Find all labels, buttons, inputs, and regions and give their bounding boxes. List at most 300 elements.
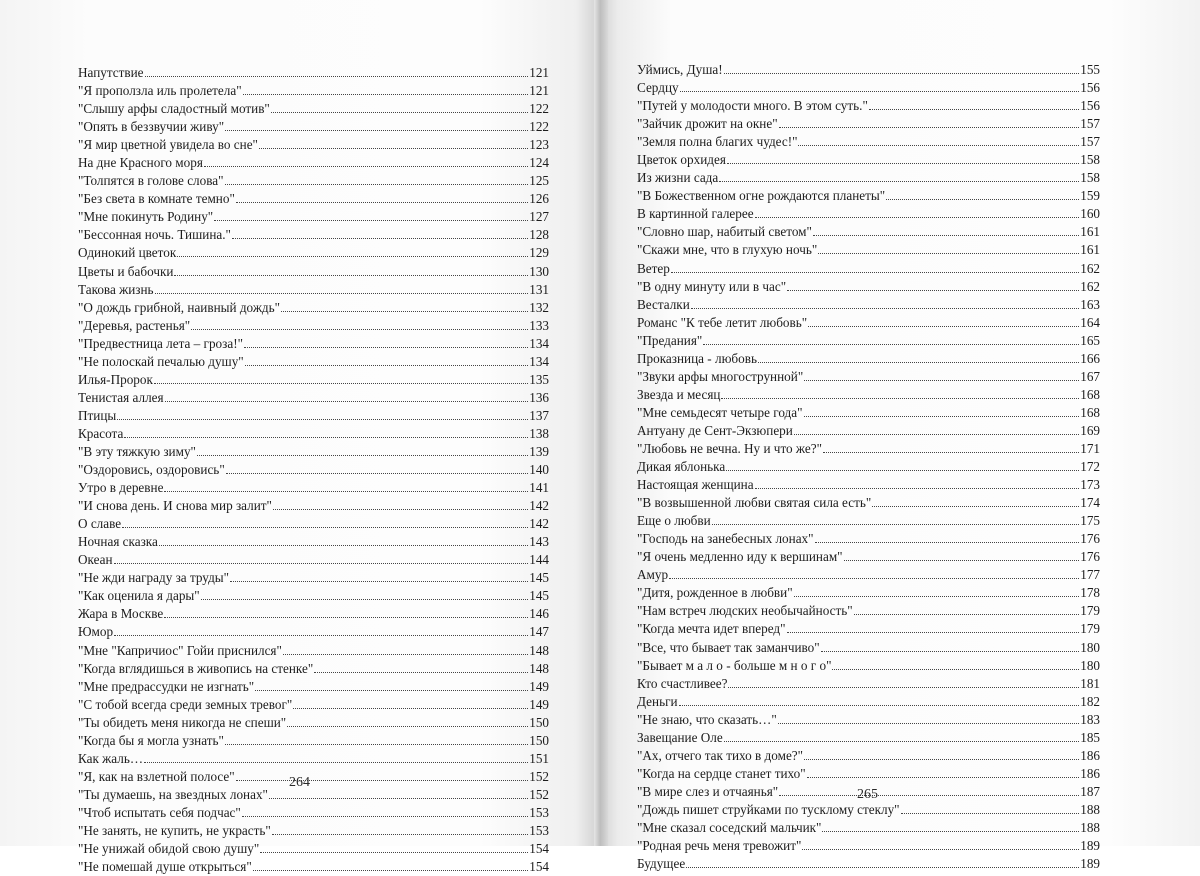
toc-entry-page: 160 <box>1080 206 1100 222</box>
toc-entry-page: 152 <box>529 786 549 802</box>
toc-leader-dots <box>243 93 529 95</box>
toc-leader-dots <box>253 869 528 871</box>
toc-entry-page: 155 <box>1080 62 1100 77</box>
toc-entry-page: 146 <box>529 606 549 622</box>
toc-entry-title: "Когда вглядишься в живопись на стенке" <box>78 660 314 676</box>
toc-entry <box>637 260 1100 278</box>
toc-entry <box>637 314 1100 332</box>
toc-entry <box>78 100 549 118</box>
toc-leader-dots <box>679 704 1080 706</box>
toc-leader-dots <box>869 108 1079 110</box>
toc-leader-dots <box>686 866 1079 868</box>
toc-entry-title: Илья-Пророк <box>78 371 153 387</box>
toc-entry-page: 154 <box>529 859 549 875</box>
toc-entry <box>78 299 549 317</box>
toc-entry <box>637 404 1100 422</box>
toc-entry-page: 180 <box>1080 657 1100 673</box>
toc-entry-title: На дне Красного моря <box>78 155 203 171</box>
toc-leader-dots <box>807 776 1080 778</box>
toc-entry <box>637 602 1100 620</box>
toc-entry-page: 165 <box>1080 332 1100 348</box>
toc-entry-title: Цветок орхидея <box>637 152 726 168</box>
toc-entry-title: Птицы <box>78 407 117 423</box>
toc-entry-page: 163 <box>1080 296 1100 312</box>
toc-leader-dots <box>191 328 528 330</box>
toc-leader-dots <box>159 544 528 546</box>
toc-entry-page: 150 <box>529 714 549 730</box>
toc-entry <box>78 82 549 100</box>
toc-entry-title: "В Божественном огне рождаются планеты" <box>637 188 886 204</box>
toc-leader-dots <box>802 848 1079 850</box>
toc-entry <box>637 332 1100 350</box>
toc-leader-dots <box>271 111 528 113</box>
toc-entry-page: 151 <box>529 750 549 766</box>
toc-entry <box>78 461 549 479</box>
toc-entry-page: 182 <box>1080 693 1100 709</box>
toc-entry-title: "Не жди награду за труды" <box>78 570 230 586</box>
toc-entry-title: Жара в Москве <box>78 606 164 622</box>
toc-entry <box>637 187 1100 205</box>
toc-entry-title: "Нам встреч людских необычайность" <box>637 603 853 619</box>
toc-entry-title: "Бывает м а л о - больше м н о г о" <box>637 657 832 673</box>
toc-entry-title: Одинокий цветок <box>78 245 177 261</box>
toc-entry-title: "Я, как на взлетной полосе" <box>78 768 235 784</box>
toc-leader-dots <box>844 559 1080 561</box>
toc-entry-title: "Мне сказал соседский мальчик" <box>637 819 822 835</box>
toc-entry-title: О славе <box>78 516 122 532</box>
toc-leader-dots <box>724 740 1080 742</box>
toc-leader-dots <box>114 562 529 564</box>
toc-leader-dots <box>728 686 1079 688</box>
toc-entry-title: "Дитя, рожденное в любви" <box>637 585 793 601</box>
toc-leader-dots <box>813 234 1079 236</box>
toc-leader-dots <box>245 364 529 366</box>
toc-entry-title: Кто счастливее? <box>637 675 728 691</box>
toc-leader-dots <box>822 830 1079 832</box>
toc-entry <box>637 151 1100 169</box>
toc-leader-dots <box>779 794 1079 796</box>
toc-entry <box>637 494 1100 512</box>
toc-leader-dots <box>804 415 1080 417</box>
toc-entry-page: 137 <box>529 407 549 423</box>
toc-entry <box>78 244 549 262</box>
toc-entry <box>78 696 549 714</box>
toc-entry-page: 150 <box>529 732 549 748</box>
toc-entry <box>637 584 1100 602</box>
toc-leader-dots <box>204 165 528 167</box>
toc-entry <box>78 858 549 876</box>
toc-leader-dots <box>255 689 528 691</box>
toc-leader-dots <box>174 274 528 276</box>
toc-entry <box>78 605 549 623</box>
toc-entry-page: 154 <box>529 841 549 857</box>
toc-leader-dots <box>798 144 1079 146</box>
toc-entry-title: Амур <box>637 567 669 583</box>
toc-entry <box>637 241 1100 259</box>
toc-entry-title: Звезда и месяц <box>637 386 721 402</box>
toc-leader-dots <box>165 400 529 402</box>
toc-entry-title: "Словно шар, набитый светом" <box>637 224 812 240</box>
toc-entry-page: 158 <box>1080 152 1100 168</box>
toc-leader-dots <box>691 307 1079 309</box>
toc-leader-dots <box>155 292 529 294</box>
toc-entry-title: "Чтоб испытать себя подчас" <box>78 804 241 820</box>
toc-entry-title: "Не знаю, что сказать…" <box>637 711 777 727</box>
toc-entry-title: Деньги <box>637 693 678 709</box>
toc-entry <box>637 368 1100 386</box>
toc-entry-title: Настоящая женщина <box>637 477 754 493</box>
toc-entry-page: 189 <box>1080 838 1100 854</box>
toc-leader-dots <box>821 650 1080 652</box>
toc-entry-page: 140 <box>529 462 549 478</box>
toc-leader-dots <box>244 346 528 348</box>
toc-entry <box>637 440 1100 458</box>
toc-entry <box>78 569 549 587</box>
toc-entry-page: 161 <box>1080 242 1100 258</box>
toc-leader-dots <box>145 75 529 77</box>
toc-entry-title: "Как оценила я дары" <box>78 588 200 604</box>
toc-entry <box>637 169 1100 187</box>
toc-entry <box>637 296 1100 314</box>
toc-entry <box>78 443 549 461</box>
toc-entry <box>637 548 1100 566</box>
toc-entry-page: 121 <box>529 65 549 80</box>
toc-entry-title: "Скажи мне, что в глухую ночь" <box>637 242 818 258</box>
toc-entry <box>78 190 549 208</box>
toc-leader-dots <box>273 508 528 510</box>
toc-entry <box>637 278 1100 296</box>
toc-entry-title: Как жаль… <box>78 750 144 766</box>
toc-entry-page: 187 <box>1080 783 1100 799</box>
toc-entry-title: Юмор <box>78 624 114 640</box>
toc-entry-title: "Ты думаешь, на звездных лонах" <box>78 786 268 802</box>
toc-entry-title: Утро в деревне <box>78 480 164 496</box>
toc-entry-page: 156 <box>1080 80 1100 96</box>
toc-leader-dots <box>232 237 528 239</box>
toc-leader-dots <box>755 216 1080 218</box>
toc-entry-title: "Не помешай душе открыться" <box>78 859 252 875</box>
toc-entry-title: "Предания" <box>637 332 703 348</box>
toc-entry-page: 144 <box>529 552 549 568</box>
toc-entry-title: "Не полоскай печалью душу" <box>78 353 244 369</box>
toc-entry-title: "Мне "Капричиос" Гойи приснился" <box>78 642 282 658</box>
toc-entry-page: 178 <box>1080 585 1100 601</box>
toc-leader-dots <box>242 815 528 817</box>
toc-entry-title: "Дождь пишет струйками по тусклому стеклу" <box>637 801 900 817</box>
toc-entry <box>637 620 1100 638</box>
toc-entry <box>78 768 549 786</box>
toc-entry-page: 121 <box>529 83 549 99</box>
toc-leader-dots <box>293 707 528 709</box>
toc-entry-title: "Деревья, растенья" <box>78 317 191 333</box>
toc-entry <box>78 317 549 335</box>
toc-entry <box>78 732 549 750</box>
toc-leader-dots <box>854 613 1080 615</box>
toc-entry-title: Сердцу <box>637 80 679 96</box>
toc-entry <box>78 714 549 732</box>
toc-entry-page: 149 <box>529 678 549 694</box>
toc-leader-dots <box>787 289 1079 291</box>
toc-entry <box>637 205 1100 223</box>
toc-leader-dots <box>779 126 1080 128</box>
toc-leader-dots <box>804 758 1079 760</box>
right-table-of-contents <box>637 61 1100 873</box>
toc-entry-page: 175 <box>1080 513 1100 529</box>
toc-entry <box>78 154 549 172</box>
toc-entry <box>637 350 1100 368</box>
toc-entry <box>78 804 549 822</box>
toc-leader-dots <box>815 541 1080 543</box>
toc-leader-dots <box>225 129 528 131</box>
toc-entry-page: 148 <box>529 660 549 676</box>
toc-entry-page: 129 <box>529 245 549 261</box>
toc-entry <box>78 371 549 389</box>
toc-entry <box>78 623 549 641</box>
toc-entry-page: 166 <box>1080 350 1100 366</box>
toc-entry-title: Ветер <box>637 260 670 276</box>
toc-entry <box>78 281 549 299</box>
toc-entry-page: 161 <box>1080 224 1100 240</box>
toc-entry-page: 173 <box>1080 477 1100 493</box>
toc-entry <box>78 226 549 244</box>
toc-leader-dots <box>283 653 528 655</box>
left-page-number: 264 <box>289 775 310 790</box>
toc-entry-page: 131 <box>529 281 549 297</box>
toc-entry-page: 134 <box>529 353 549 369</box>
toc-entry <box>78 407 549 425</box>
toc-leader-dots <box>726 469 1079 471</box>
toc-entry <box>78 515 549 533</box>
toc-entry-title: "Когда на сердце станет тихо" <box>637 765 806 781</box>
toc-entry-page: 164 <box>1080 314 1100 330</box>
toc-entry <box>637 79 1100 97</box>
toc-entry <box>78 389 549 407</box>
toc-entry <box>78 172 549 190</box>
toc-leader-dots <box>703 343 1079 345</box>
toc-entry <box>637 61 1100 79</box>
toc-entry-title: "Когда бы я могла узнать" <box>78 732 224 748</box>
toc-entry <box>637 223 1100 241</box>
toc-entry <box>78 786 549 804</box>
toc-entry <box>78 822 549 840</box>
toc-entry-title: Проказница - любовь <box>637 350 757 366</box>
toc-entry-title: "Земля полна благих чудес!" <box>637 134 798 150</box>
toc-entry <box>637 422 1100 440</box>
toc-entry-page: 143 <box>529 534 549 550</box>
toc-entry <box>637 386 1100 404</box>
toc-entry-title: "Ах, отчего так тихо в доме?" <box>637 747 804 763</box>
toc-entry-page: 168 <box>1080 386 1100 402</box>
toc-leader-dots <box>794 433 1079 435</box>
toc-entry-title: "Я очень медленно иду к вершинам" <box>637 549 843 565</box>
toc-entry-page: 126 <box>529 191 549 207</box>
toc-leader-dots <box>154 382 528 384</box>
toc-entry <box>637 657 1100 675</box>
toc-entry <box>637 97 1100 115</box>
toc-leader-dots <box>177 255 528 257</box>
toc-entry-title: "О дождь грибной, наивный дождь" <box>78 299 281 315</box>
toc-leader-dots <box>144 761 528 763</box>
toc-entry-title: "Я мир цветной увидела во сне" <box>78 137 258 153</box>
toc-entry-page: 188 <box>1080 801 1100 817</box>
toc-entry-title: "Ты обидеть меня никогда не спеши" <box>78 714 287 730</box>
toc-entry-page: 159 <box>1080 188 1100 204</box>
toc-leader-dots <box>114 634 528 636</box>
toc-leader-dots <box>259 147 528 149</box>
toc-entry-title: Напутствие <box>78 65 144 80</box>
toc-leader-dots <box>758 361 1079 363</box>
toc-entry-page: 125 <box>529 173 549 189</box>
toc-leader-dots <box>818 252 1079 254</box>
toc-leader-dots <box>886 198 1079 200</box>
toc-leader-dots <box>804 379 1079 381</box>
toc-entry <box>78 425 549 443</box>
toc-leader-dots <box>823 451 1079 453</box>
toc-leader-dots <box>712 523 1080 525</box>
toc-entry-page: 186 <box>1080 747 1100 763</box>
toc-entry-page: 145 <box>529 570 549 586</box>
toc-entry-title: Антуану де Сент-Экзюпери <box>637 422 793 438</box>
toc-leader-dots <box>755 487 1080 489</box>
toc-entry-title: "Господь на занебесных лонах" <box>637 531 814 547</box>
toc-entry-title: Тенистая аллея <box>78 389 164 405</box>
toc-leader-dots <box>281 310 528 312</box>
toc-entry-title: "Когда мечта идет вперед" <box>637 621 786 637</box>
toc-entry <box>637 711 1100 729</box>
toc-entry-title: "Оздоровись, оздоровись" <box>78 462 225 478</box>
toc-entry-page: 169 <box>1080 422 1100 438</box>
toc-entry-page: 128 <box>529 227 549 243</box>
toc-entry-page: 171 <box>1080 440 1100 456</box>
toc-entry <box>637 675 1100 693</box>
toc-entry-page: 122 <box>529 119 549 135</box>
toc-entry <box>78 678 549 696</box>
toc-entry-page: 185 <box>1080 729 1100 745</box>
toc-leader-dots <box>272 833 528 835</box>
toc-entry-title: "Зайчик дрожит на окне" <box>637 116 778 132</box>
toc-entry-title: Будущее <box>637 856 686 872</box>
toc-leader-dots <box>671 271 1079 273</box>
toc-entry-page: 136 <box>529 389 549 405</box>
toc-entry-page: 157 <box>1080 134 1100 150</box>
toc-entry-title: Уймись, Душа! <box>637 62 723 77</box>
toc-leader-dots <box>721 397 1079 399</box>
toc-leader-dots <box>164 490 528 492</box>
toc-leader-dots <box>214 219 528 221</box>
toc-entry-page: 162 <box>1080 260 1100 276</box>
toc-entry <box>637 765 1100 783</box>
toc-entry-page: 174 <box>1080 495 1100 511</box>
toc-entry-title: "В эту тяжкую зиму" <box>78 443 196 459</box>
toc-leader-dots <box>260 851 528 853</box>
toc-entry-page: 149 <box>529 696 549 712</box>
toc-entry <box>637 566 1100 584</box>
toc-entry-title: Океан <box>78 552 113 568</box>
toc-leader-dots <box>778 722 1080 724</box>
toc-leader-dots <box>236 201 528 203</box>
toc-entry <box>637 801 1100 819</box>
toc-entry-title: Завещание Оле <box>637 729 723 745</box>
toc-entry <box>637 115 1100 133</box>
toc-entry-page: 183 <box>1080 711 1100 727</box>
toc-leader-dots <box>225 183 529 185</box>
toc-entry-page: 133 <box>529 317 549 333</box>
right-page-number: 265 <box>857 787 878 802</box>
toc-entry <box>78 533 549 551</box>
toc-entry <box>78 118 549 136</box>
toc-entry-page: 176 <box>1080 531 1100 547</box>
toc-leader-dots <box>122 526 528 528</box>
toc-entry-title: "Звуки арфы многострунной" <box>637 368 804 384</box>
toc-entry <box>78 136 549 154</box>
toc-entry-title: Цветы и бабочки <box>78 263 174 279</box>
toc-entry <box>78 660 549 678</box>
toc-entry-page: 152 <box>529 768 549 784</box>
toc-entry-page: 141 <box>529 480 549 496</box>
toc-entry <box>637 512 1100 530</box>
toc-entry-title: "Бессонная ночь. Тишина." <box>78 227 231 243</box>
toc-entry-title: "Родная речь меня тревожит" <box>637 838 802 854</box>
toc-leader-dots <box>724 72 1080 74</box>
toc-leader-dots <box>225 743 528 745</box>
toc-leader-dots <box>719 180 1079 182</box>
toc-entry-title: "Без света в комнате темно" <box>78 191 235 207</box>
toc-entry-page: 135 <box>529 371 549 387</box>
toc-entry-page: 153 <box>529 822 549 838</box>
toc-leader-dots <box>680 90 1080 92</box>
toc-entry-title: "Путей у молодости много. В этом суть." <box>637 98 868 114</box>
toc-entry <box>78 353 549 371</box>
toc-entry-page: 132 <box>529 299 549 315</box>
toc-entry-title: "Мне покинуть Родину" <box>78 209 214 225</box>
toc-entry-title: "И снова день. И снова мир залит" <box>78 498 272 514</box>
toc-entry-title: Красота <box>78 425 124 441</box>
toc-entry <box>637 729 1100 747</box>
toc-entry <box>78 840 549 858</box>
toc-leader-dots <box>230 580 528 582</box>
toc-entry-page: 122 <box>529 101 549 117</box>
toc-entry-title: "В мире слез и отчаянья" <box>637 783 779 799</box>
toc-entry-page: 162 <box>1080 278 1100 294</box>
toc-entry <box>637 530 1100 548</box>
toc-entry-title: Еще о любви <box>637 513 711 529</box>
toc-entry <box>637 819 1100 837</box>
toc-leader-dots <box>808 325 1079 327</box>
toc-entry <box>78 497 549 515</box>
toc-entry-page: 180 <box>1080 639 1100 655</box>
toc-leader-dots <box>287 725 528 727</box>
toc-entry-title: "В возвышенной любви святая сила есть" <box>637 495 872 511</box>
toc-entry-title: Романс "К тебе летит любовь" <box>637 314 808 330</box>
toc-entry-page: 157 <box>1080 116 1100 132</box>
toc-entry-page: 134 <box>529 335 549 351</box>
toc-leader-dots <box>901 812 1080 814</box>
toc-entry-page: 130 <box>529 263 549 279</box>
toc-entry-page: 158 <box>1080 170 1100 186</box>
toc-entry <box>637 458 1100 476</box>
toc-entry-page: 177 <box>1080 567 1100 583</box>
toc-leader-dots <box>832 668 1079 670</box>
toc-leader-dots <box>164 616 528 618</box>
toc-entry <box>637 639 1100 657</box>
toc-entry-page: 176 <box>1080 549 1100 565</box>
toc-leader-dots <box>226 472 529 474</box>
toc-entry <box>78 750 549 768</box>
toc-entry <box>637 747 1100 765</box>
toc-entry-title: "Мне семьдесят четыре года" <box>637 404 803 420</box>
toc-entry <box>78 551 549 569</box>
toc-entry-page: 181 <box>1080 675 1100 691</box>
